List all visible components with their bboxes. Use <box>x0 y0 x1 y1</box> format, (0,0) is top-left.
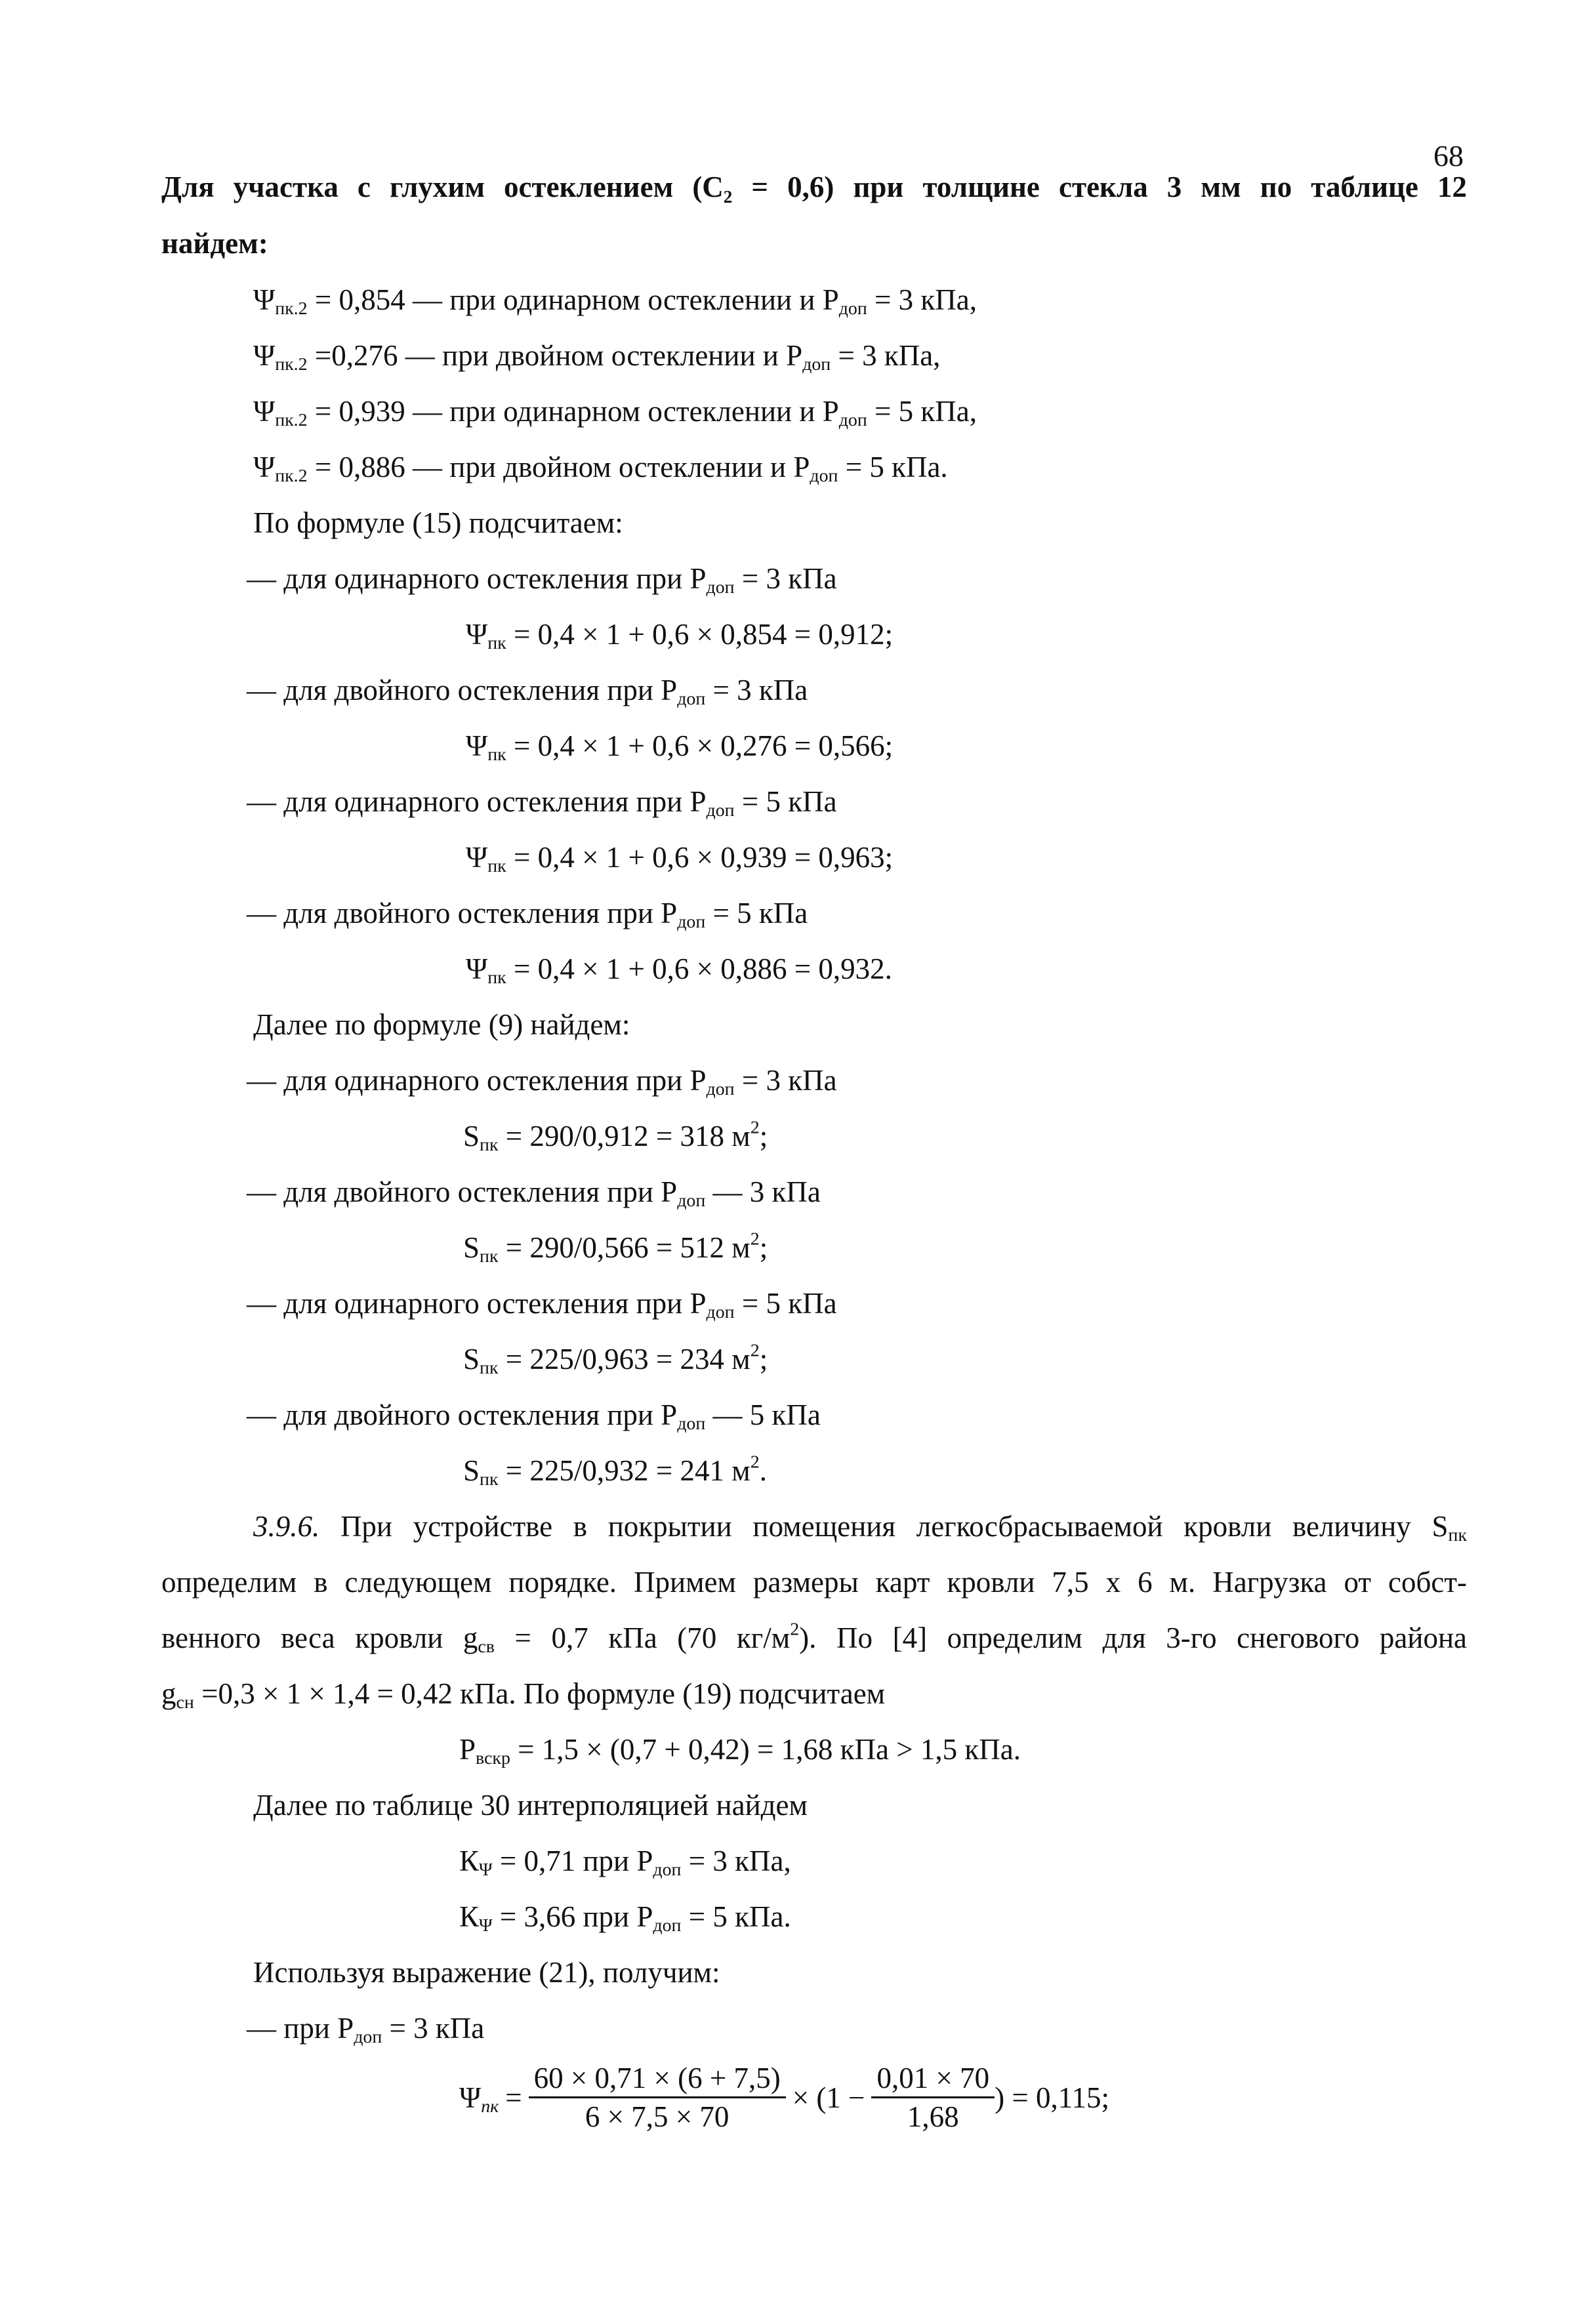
calc-line: $S_{пк} = 225/0,932 = 241$ $м^2$. <box>463 1452 767 1490</box>
case-line: — для двойного остекления при $Р_{доп} = 5$ кПа <box>247 897 808 932</box>
k-line: $К_\Psi = 3,66$ при $Р_{доп} = 5$ кПа. <box>459 1900 791 1936</box>
section-line-2: определим в следующем порядке. Примем размеры карт кровли 7,5 х 6 м. Нагрузка от собст- <box>161 1566 1467 1599</box>
case-line: — для одинарного остекления при $Р_{доп} = 5$ кПа <box>247 785 837 821</box>
expr21-intro: Используя выражение (21), получим: <box>253 1956 720 1989</box>
calc-line: $\Psi_{пк} = 0,4 \times 1 + 0,6 \times 0,854 = 0,912$; <box>466 618 894 653</box>
intro-line-2: найдем: <box>161 227 268 260</box>
calc-line: $\Psi_{пк} = 0,4 \times 1 + 0,6 \times 0,886 = 0,932$. <box>466 952 892 988</box>
case-line: — для двойного остекления при $Р_{доп}$ — 3 кПа <box>247 1175 821 1211</box>
page-number: 68 <box>1433 139 1464 173</box>
section-line-3: венного веса кровли $g_{св} = 0,7$ кПа (70 $кг/м^2$). По [4] определим для 3-го снегового района <box>161 1619 1468 1657</box>
fraction-1: $\frac{60 \times 0,71 \times (6 + 7,5)}{6 \times 7,5 \times 70}$ <box>529 2060 786 2136</box>
calc-line: $S_{пк} = 225/0,963 = 234$ $м^2$; <box>463 1340 768 1378</box>
calc-line: $S_{пк} = 290/0,566 = 512$ $м^2$; <box>463 1229 768 1267</box>
calc-line: $\Psi_{пк} = 0,4 \times 1 + 0,6 \times 0,276 = 0,566$; <box>466 729 894 765</box>
fraction-2: $\frac{0,01 \times 70}{1,68}$ <box>871 2060 995 2136</box>
calc-line: $S_{пк} = 290/0,912 = 318$ $м^2$; <box>463 1117 768 1155</box>
psi-line: $\Psi_{пк.2} =0,276$ — при двойном остеклении и $Р_{доп} = 3$ кПа, <box>253 339 941 375</box>
pvskr-line: $Р_{вскр} = 1,5 \times (0,7 + 0,42) = 1,68$ кПа > 1,5 кПа. <box>459 1733 1021 1768</box>
case-line: — для одинарного остекления при $Р_{доп} = 5$ кПа <box>247 1287 837 1322</box>
calc-line: $\Psi_{пк} = 0,4 \times 1 + 0,6 \times 0,939 = 0,963$; <box>466 841 894 876</box>
intro-line-1: Для участка с глухим остеклением (С₂ = 0,6) при толщине стекла 3 мм по таблице 12 <box>161 171 1467 203</box>
case-line: — для двойного остекления при $Р_{доп}$ — 5 кПа <box>247 1398 821 1434</box>
final-formula: $\Psi_{пк}$ = $\frac{60 \times 0,71 \times (6 + 7,5)}{6 \times 7,5 \times 70}$ × (1 − $\frac{0,01 \times 70}{1,68}$ ) = 0,115; <box>459 2060 1109 2136</box>
psi-line: $\Psi_{пк.2} = 0,854$ — при одинарном остеклении и $Р_{доп} = 3$ кПа, <box>253 283 977 319</box>
case-line: — для двойного остекления при $Р_{доп} = 3$ кПа <box>247 674 808 709</box>
formula9-intro: Далее по формуле (9) найдем: <box>253 1008 630 1041</box>
psi-line: $\Psi_{пк.2} = 0,939$ — при одинарном остеклении и $Р_{доп} = 5$ кПа, <box>253 395 977 430</box>
psi-line: $\Psi_{пк.2} = 0,886$ — при двойном остеклении и $Р_{доп} = 5$ кПа. <box>253 451 948 486</box>
case-line: — для одинарного остекления при $Р_{доп} = 3$ кПа <box>247 1064 837 1099</box>
formula15-intro: По формуле (15) подсчитаем: <box>253 506 623 539</box>
case-line: — при $Р_{доп} = 3$ кПа <box>247 2012 485 2047</box>
psi-symbol: $\Psi_{пк}$ <box>459 2081 499 2117</box>
case-line: — для одинарного остекления при $Р_{доп} = 3$ кПа <box>247 562 837 598</box>
k-line: $К_\Psi = 0,71$ при $Р_{доп} = 3$ кПа, <box>459 1845 791 1880</box>
section-line-1: 3.9.6. При устройстве в покрытии помещения легкосбрасываемой кровли величину $S_{пк}$ <box>253 1510 1467 1545</box>
table30-intro: Далее по таблице 30 интерполяцией найдем <box>253 1789 808 1822</box>
section-line-4: $g_{сн} =0,3 \times 1 \times 1,4 = 0,42$ кПа. По формуле (19) подсчитаем <box>161 1677 886 1713</box>
